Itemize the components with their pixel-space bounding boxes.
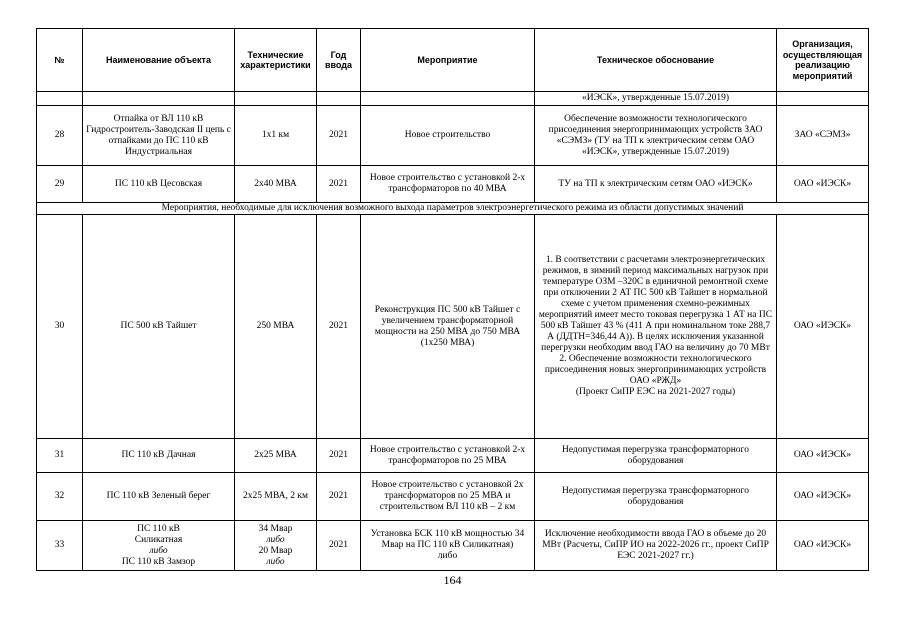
name-line: ПС 110 кВ	[137, 523, 180, 534]
row-name: ПС 110 кВ Зеленый берег	[83, 473, 235, 521]
row-tech: 2x25 МВА	[235, 439, 317, 473]
row-tech: 2x40 МВА	[235, 166, 317, 203]
header-year: Год ввода	[317, 29, 361, 92]
row-org: ОАО «ИЭСК»	[777, 521, 869, 571]
row-num: 31	[37, 439, 83, 473]
header-org: Организация, осуществляющая реализацию мероприятий	[777, 29, 869, 92]
name-line: Силикатная	[134, 534, 183, 545]
header-measure: Мероприятие	[361, 29, 535, 92]
row-year: 2021	[317, 106, 361, 166]
name-line: ПС 110 кВ Замзор	[121, 556, 196, 567]
row-justification: Исключение необходимости ввода ГАО в объеме до 20 МВт (Расчеты, СиПР ИО на 2022-2026 гг., проект СиПР ЕЭС 2021-2027 гг.)	[535, 521, 777, 571]
justification-source: (Проект СиПР ЕЭС на 2021-2027 годы)	[575, 387, 736, 397]
row-year: 2021	[317, 215, 361, 439]
row-year: 2021	[317, 521, 361, 571]
row-num: 32	[37, 473, 83, 521]
section-title: Мероприятия, необходимые для исключения возможного выхода параметров электроэнергетического режима из области допустимых значений	[37, 203, 869, 215]
table-row	[37, 439, 869, 473]
row-org: ОАО «ИЭСК»	[777, 439, 869, 473]
row-justification: ТУ на ТП к электрическим сетям ОАО «ИЭСК»	[535, 166, 777, 203]
row-justification: Обеспечение возможности технологического присоединения энергопринимающих устройств ЗАО «СЭМЗ» (ТУ на ТП к электрическим сетям ОАО «ИЭСК», утвержденные 15.07.2019)	[535, 106, 777, 166]
row-num: 33	[37, 521, 83, 571]
row-org: ОАО «ИЭСК»	[777, 473, 869, 521]
header-name: Наименование объекта	[83, 29, 235, 92]
page-number: 164	[443, 573, 462, 587]
row-num: 28	[37, 106, 83, 166]
table-row	[37, 166, 869, 203]
row-year: 2021	[317, 439, 361, 473]
header-tech: Технические характеристики	[235, 29, 317, 92]
row-name: ПС 500 кВ Тайшет	[83, 215, 235, 439]
row-org: ОАО «ИЭСК»	[777, 215, 869, 439]
table-row	[37, 106, 869, 166]
row-tech	[235, 521, 317, 571]
continuation-row	[37, 92, 869, 106]
measure-line: Установка БСК 110 кВ мощностью 34 Мвар на ПС 110 кВ Силикатная)	[370, 529, 525, 550]
row-tech: 1x1 км	[235, 106, 317, 166]
row-justification	[535, 215, 777, 439]
continuation-text: «ИЭСК», утвержденные 15.07.2019)	[535, 92, 777, 106]
justification-point-2: 2. Обеспечение возможности технологического присоединения новых энергопринимающих устройств ОАО «РЖД»	[544, 354, 767, 386]
investment-table	[36, 28, 869, 571]
table-row	[37, 215, 869, 439]
row-tech: 2x25 МВА, 2 км	[235, 473, 317, 521]
row-year: 2021	[317, 166, 361, 203]
row-measure: Новое строительство с установкой 2х трансформаторов по 25 МВА и строительством ВЛ 110 кВ – 2 км	[361, 473, 535, 521]
row-measure: Реконструкция ПС 500 кВ Тайшет с увеличением трансформаторной мощности на 250 МВА до 750 МВА (1x250 МВА)	[361, 215, 535, 439]
table-header-row	[37, 29, 869, 92]
justification-point-1: 1. В соответствии с расчетами электроэнергетических режимов, в зимний период максимальных нагрузок при температуре ОЗМ –320С в единичной ремонтной схеме при отключении 2 АТ ПС 500 кВ Тайшет в нормальной схеме с учетом применения схемно-режимных мероприятий имеет место токовая перегрузка 1 АТ на ПС 500 кВ Тайшет 43 % (411 А при номинальном токе 288,7 А (ДДТН=346,44 А)). В целях исключения указанной перегрузки необходим ввод ГАО на величину до 70 МВт	[538, 255, 773, 353]
row-org: ОАО «ИЭСК»	[777, 166, 869, 203]
table-row	[37, 521, 869, 571]
row-tech: 250 МВА	[235, 215, 317, 439]
tech-line: либо	[266, 556, 285, 567]
row-measure: Новое строительство с установкой 2-х трансформаторов по 40 МВА	[361, 166, 535, 203]
row-measure	[361, 521, 535, 571]
table-row	[37, 473, 869, 521]
row-justification: Недопустимая перегрузка трансформаторного оборудования	[535, 439, 777, 473]
tech-line: 20 Мвар	[258, 545, 293, 556]
row-measure: Новое строительство	[361, 106, 535, 166]
row-justification: Недопустимая перегрузка трансформаторного оборудования	[535, 473, 777, 521]
row-measure: Новое строительство с установкой 2-х трансформаторов по 25 МВА	[361, 439, 535, 473]
row-org: ЗАО «СЭМЗ»	[777, 106, 869, 166]
row-name: ПС 110 кВ Цесовская	[83, 166, 235, 203]
section-row	[37, 203, 869, 215]
row-year: 2021	[317, 473, 361, 521]
row-name: ПС 110 кВ Дачная	[83, 439, 235, 473]
row-num: 30	[37, 215, 83, 439]
row-num: 29	[37, 166, 83, 203]
tech-line: либо	[266, 534, 285, 545]
header-num: №	[37, 29, 83, 92]
header-justification: Техническое обоснование	[535, 29, 777, 92]
name-line: либо	[149, 545, 168, 556]
measure-line: либо	[437, 551, 458, 561]
row-name: Отпайка от ВЛ 110 кВ Гидростроитель-Заводская II цепь с отпайками до ПС 110 кВ Индустриальная	[83, 106, 235, 166]
tech-line: 34 Мвар	[258, 523, 293, 534]
row-name	[83, 521, 235, 571]
